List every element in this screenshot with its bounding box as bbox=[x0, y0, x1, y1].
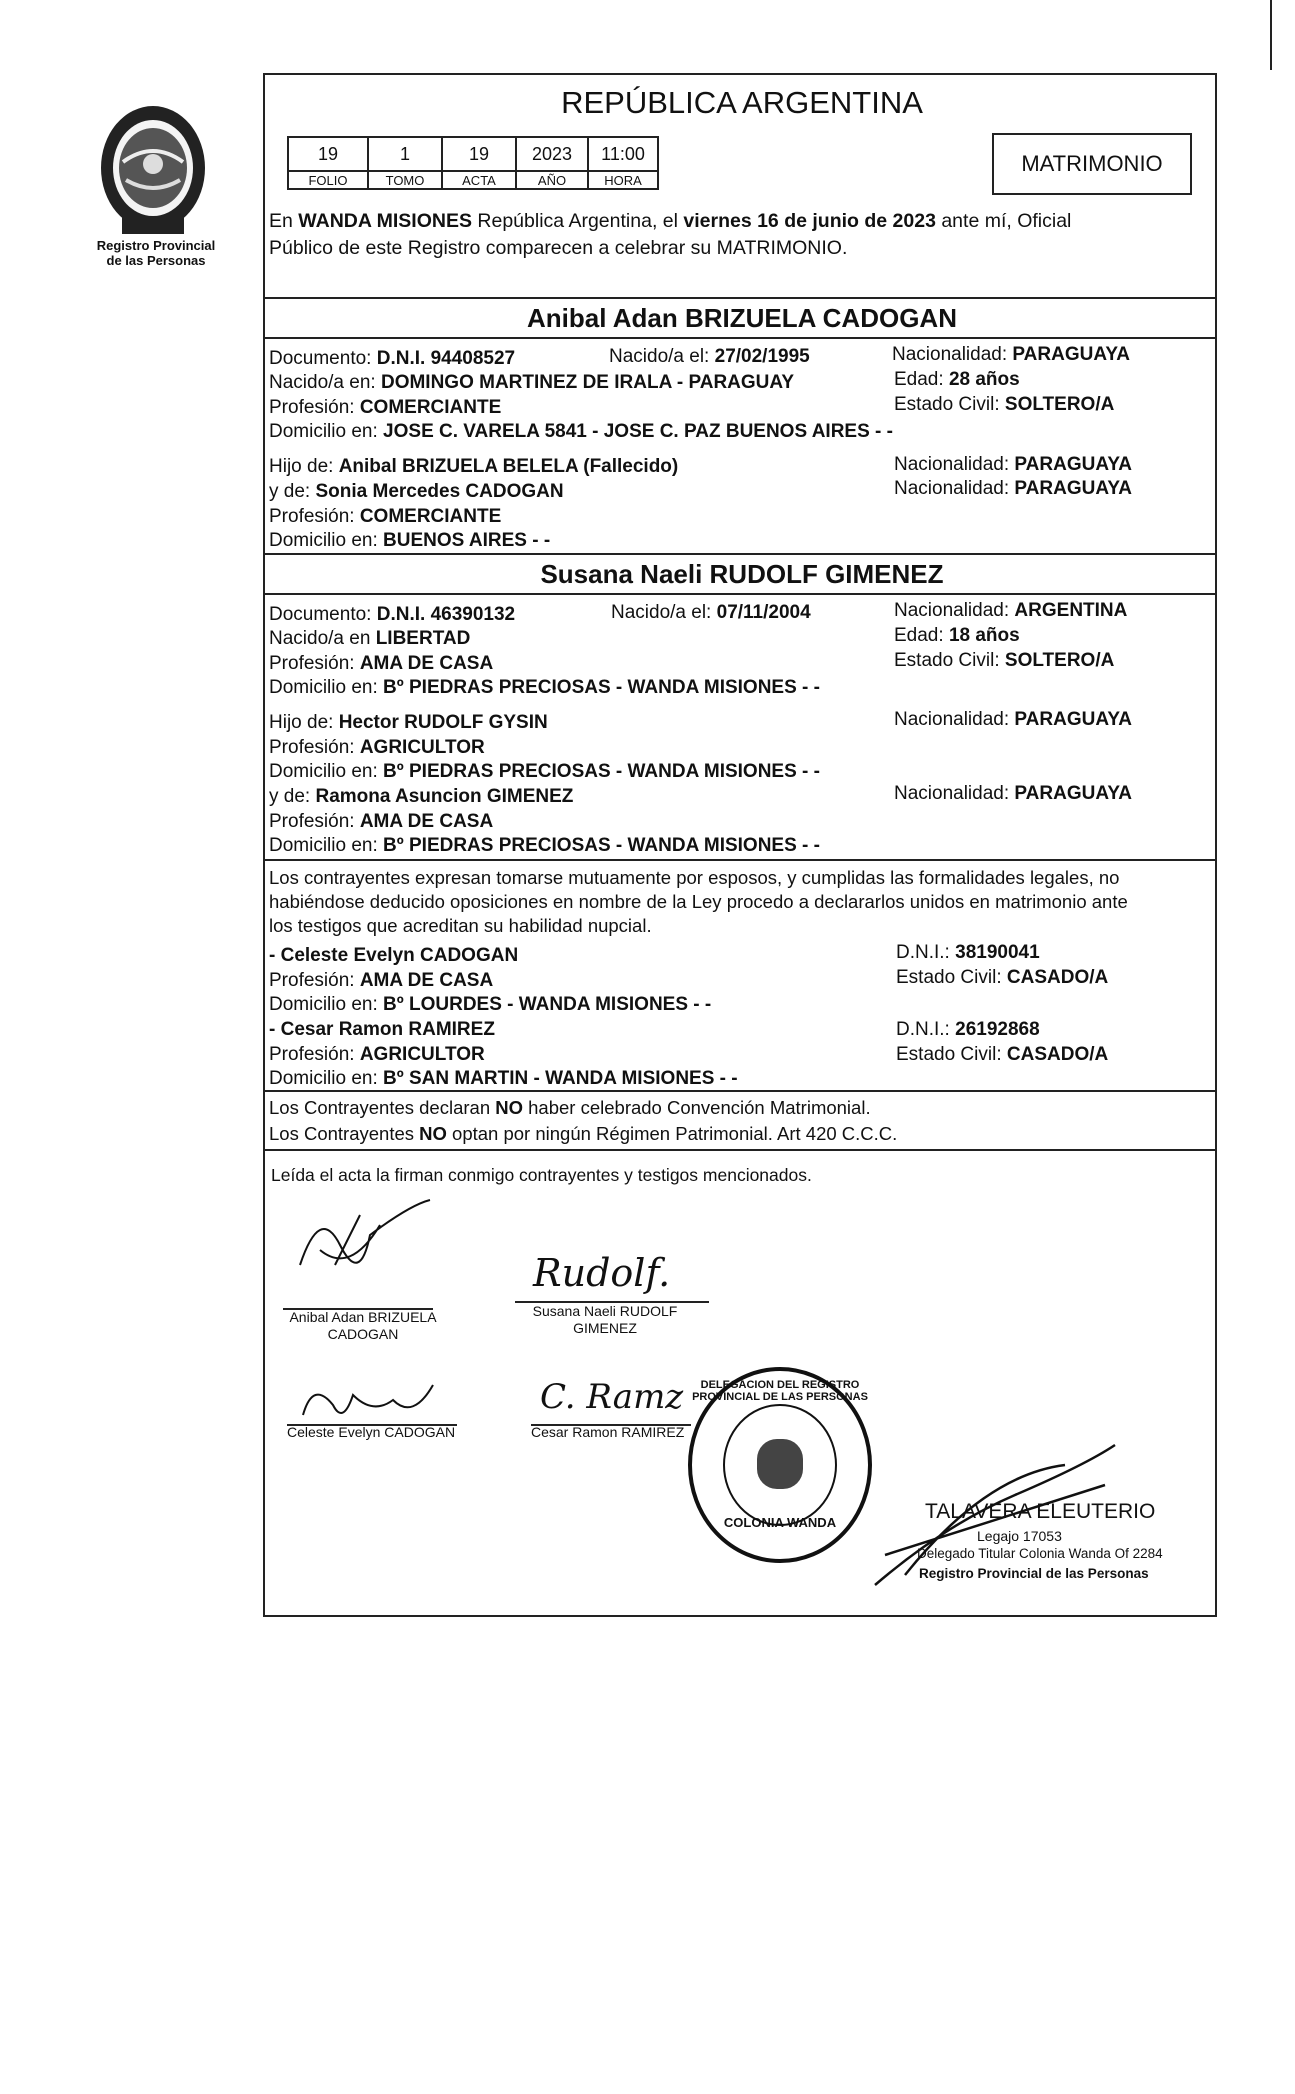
intro-line1: En WANDA MISIONES República Argentina, el viernes 16 de junio de 2023 ante mí, Oficial bbox=[269, 210, 1072, 232]
p2-edad: Edad: 18 años bbox=[894, 625, 1020, 646]
divider bbox=[265, 337, 1215, 339]
divider bbox=[265, 859, 1215, 861]
declaration-line1: Los contrayentes expresan tomarse mutuamente por esposos, y cumplidas las formalidades legales, no bbox=[269, 867, 1120, 888]
act-type-box: MATRIMONIO bbox=[992, 133, 1192, 195]
official-legajo: Legajo 17053 bbox=[977, 1528, 1062, 1544]
p1-madre: y de: Sonia Mercedes CADOGAN bbox=[269, 481, 564, 502]
witness1-name: - Celeste Evelyn CADOGAN bbox=[269, 945, 519, 966]
witness2-dni: D.N.I.: 26192868 bbox=[896, 1019, 1040, 1040]
tomo-label: TOMO bbox=[368, 171, 442, 189]
witness1-domicilio: Domicilio en: Bº LOURDES - WANDA MISIONES - - bbox=[269, 994, 712, 1015]
p2-madre-profesion: Profesión: AMA DE CASA bbox=[269, 811, 494, 832]
official-stamp bbox=[685, 1365, 875, 1565]
folio-label: FOLIO bbox=[288, 171, 368, 189]
closing-text: Leída el acta la firman conmigo contrayentes y testigos mencionados. bbox=[271, 1165, 812, 1185]
signature-mark-2: Rudolf. bbox=[533, 1251, 671, 1295]
p2-madre-domicilio: Domicilio en: Bº PIEDRAS PRECIOSAS - WANDA MISIONES - - bbox=[269, 835, 820, 856]
signature1-caption: Anibal Adan BRIZUELA CADOGAN bbox=[289, 1309, 437, 1342]
witness1-dni: D.N.I.: 38190041 bbox=[896, 942, 1040, 963]
witness2-profesion: Profesión: AGRICULTOR bbox=[269, 1044, 485, 1065]
p2-nacionalidad: Nacionalidad: ARGENTINA bbox=[894, 600, 1128, 621]
scan-edge-mark bbox=[1270, 0, 1272, 70]
witness2-domicilio: Domicilio en: Bº SAN MARTIN - WANDA MISIONES - - bbox=[269, 1068, 738, 1089]
p1-nacido-en: Nacido/a en: DOMINGO MARTINEZ DE IRALA - PARAGUAY bbox=[269, 372, 795, 393]
p2-madre-nacionalidad: Nacionalidad: PARAGUAYA bbox=[894, 783, 1132, 804]
party1-name: Anibal Adan BRIZUELA CADOGAN bbox=[527, 303, 957, 333]
p1-padre-nacionalidad: Nacionalidad: PARAGUAYA bbox=[894, 454, 1132, 475]
divider bbox=[265, 593, 1215, 595]
divider bbox=[265, 1149, 1215, 1151]
acta-label: ACTA bbox=[442, 171, 516, 189]
p1-domicilio-padres: Domicilio en: BUENOS AIRES - - bbox=[269, 530, 551, 551]
hora-value: 11:00 bbox=[588, 137, 658, 171]
p1-documento: Documento: D.N.I. 94408527 bbox=[269, 348, 516, 369]
tomo-value: 1 bbox=[368, 137, 442, 171]
regimen-line2: Los Contrayentes NO optan por ningún Régimen Patrimonial. Art 420 C.C.C. bbox=[269, 1123, 898, 1144]
p2-padre: Hijo de: Hector RUDOLF GYSIN bbox=[269, 712, 548, 733]
witness1-profesion: Profesión: AMA DE CASA bbox=[269, 970, 494, 991]
p2-nacido-el: Nacido/a el: 07/11/2004 bbox=[611, 602, 811, 623]
p2-padre-nacionalidad: Nacionalidad: PARAGUAYA bbox=[894, 709, 1132, 730]
regimen-line1: Los Contrayentes declaran NO haber celebrado Convención Matrimonial. bbox=[269, 1097, 871, 1118]
anio-label: AÑO bbox=[516, 171, 588, 189]
signature-mark-4: C. Ramz bbox=[540, 1377, 684, 1417]
divider bbox=[265, 297, 1215, 299]
declaration-line3: los testigos que acreditan su habilidad nupcial. bbox=[269, 915, 652, 936]
p2-documento: Documento: D.N.I. 46390132 bbox=[269, 604, 516, 625]
divider bbox=[265, 553, 1215, 555]
signature4-caption: Cesar Ramon RAMIREZ bbox=[531, 1424, 685, 1440]
logo-caption-line1: Registro Provincial bbox=[96, 238, 216, 253]
signature2-caption: Susana Naeli RUDOLF GIMENEZ bbox=[532, 1303, 678, 1336]
p2-domicilio: Domicilio en: Bº PIEDRAS PRECIOSAS - WANDA MISIONES - - bbox=[269, 677, 820, 698]
divider bbox=[265, 1090, 1215, 1092]
anio-value: 2023 bbox=[516, 137, 588, 171]
signature3-caption: Celeste Evelyn CADOGAN bbox=[287, 1424, 456, 1440]
p2-padre-profesion: Profesión: AGRICULTOR bbox=[269, 737, 485, 758]
signature-scribble bbox=[290, 1195, 440, 1275]
witness1-estado-civil: Estado Civil: CASADO/A bbox=[896, 967, 1109, 988]
p1-padre: Hijo de: Anibal BRIZUELA BELELA (Fallecido) bbox=[269, 456, 679, 477]
p1-profesion-padres: Profesión: COMERCIANTE bbox=[269, 506, 502, 527]
p1-madre-nacionalidad: Nacionalidad: PARAGUAYA bbox=[894, 478, 1132, 499]
witness2-estado-civil: Estado Civil: CASADO/A bbox=[896, 1044, 1109, 1065]
declaration-line2: habiéndose deducido oposiciones en nombre de la Ley procedo a declararlos unidos en matrimonio ante bbox=[269, 891, 1128, 912]
p1-domicilio: Domicilio en: JOSE C. VARELA 5841 - JOSE C. PAZ BUENOS AIRES - - bbox=[269, 421, 893, 442]
p1-estado-civil: Estado Civil: SOLTERO/A bbox=[894, 394, 1115, 415]
witness2-name: - Cesar Ramon RAMIREZ bbox=[269, 1019, 495, 1040]
certificate-frame bbox=[263, 73, 1217, 1617]
document-title: REPÚBLICA ARGENTINA bbox=[561, 85, 923, 120]
p2-nacido-en: Nacido/a en LIBERTAD bbox=[269, 628, 471, 649]
intro-line2: Público de este Registro comparecen a celebrar su MATRIMONIO. bbox=[269, 237, 848, 259]
p2-estado-civil: Estado Civil: SOLTERO/A bbox=[894, 650, 1115, 671]
registry-table bbox=[287, 136, 659, 190]
hora-label: HORA bbox=[588, 171, 658, 189]
logo-caption-line2: de las Personas bbox=[106, 253, 206, 268]
official-cargo: Delegado Titular Colonia Wanda Of 2284 bbox=[917, 1546, 1163, 1561]
p2-madre: y de: Ramona Asuncion GIMENEZ bbox=[269, 786, 574, 807]
p1-edad: Edad: 28 años bbox=[894, 369, 1020, 390]
p2-padre-domicilio: Domicilio en: Bº PIEDRAS PRECIOSAS - WANDA MISIONES - - bbox=[269, 761, 820, 782]
official-name: TALAVERA ELEUTERIO bbox=[925, 1500, 1156, 1523]
party2-name: Susana Naeli RUDOLF GIMENEZ bbox=[540, 559, 944, 589]
folio-value: 19 bbox=[288, 137, 368, 171]
p1-nacido-el: Nacido/a el: 27/02/1995 bbox=[609, 346, 810, 367]
p1-nacionalidad: Nacionalidad: PARAGUAYA bbox=[892, 344, 1130, 365]
acta-value: 19 bbox=[442, 137, 516, 171]
stamp-text: DELEGACION DEL REGISTRO PROVINCIAL DE LAS PERSONAS bbox=[692, 1379, 868, 1403]
logo-caption bbox=[66, 238, 246, 268]
p2-profesion: Profesión: AMA DE CASA bbox=[269, 653, 494, 674]
stamp-center: COLONIA WANDA bbox=[723, 1515, 837, 1530]
official-registro: Registro Provincial de las Personas bbox=[919, 1566, 1149, 1581]
p1-profesion: Profesión: COMERCIANTE bbox=[269, 397, 502, 418]
